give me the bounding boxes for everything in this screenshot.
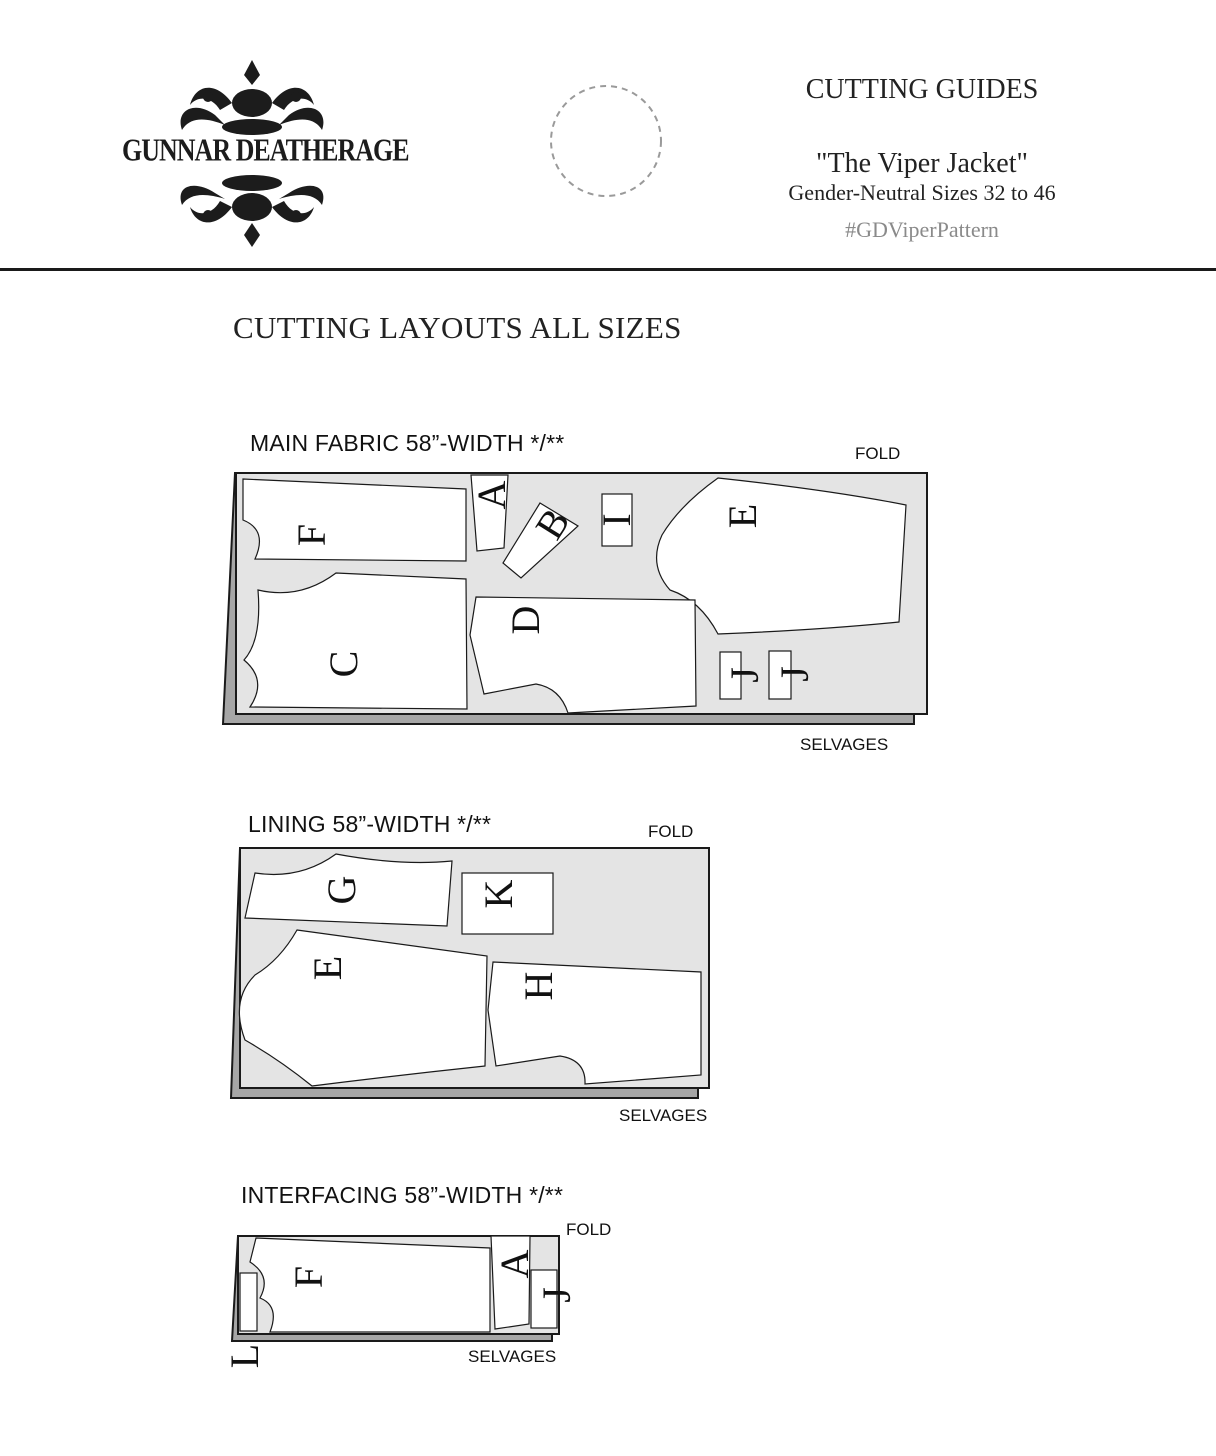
main-piece-I: I <box>594 513 639 527</box>
main-piece-J2: J <box>772 666 817 682</box>
main-piece-D: D <box>503 605 548 635</box>
hashtag: #GDViperPattern <box>845 217 999 242</box>
main-piece-B: B <box>526 500 579 547</box>
main-piece-A: A <box>469 480 514 510</box>
main-piece-F: F <box>289 523 334 547</box>
lining-piece-E: E <box>305 955 350 981</box>
interfacing-selvage-label: SELVAGES <box>468 1347 557 1366</box>
main-fabric-selvage-label: SELVAGES <box>800 735 889 754</box>
lining-piece-K: K <box>476 879 521 909</box>
interfacing-piece-L-shape <box>240 1273 257 1331</box>
interfacing-title: INTERFACING 58”-WIDTH */** <box>241 1182 564 1208</box>
lining-piece-G: G <box>319 875 364 905</box>
pattern-name: "The Viper Jacket" <box>816 148 1028 179</box>
lining-piece-H: H <box>516 971 561 1001</box>
main-fabric-fold-label: FOLD <box>855 444 901 463</box>
lining-selvage-label: SELVAGES <box>619 1106 708 1125</box>
interfacing-piece-J: J <box>534 1287 579 1303</box>
size-range: Gender-Neutral Sizes 32 to 46 <box>788 180 1056 205</box>
interfacing-piece-L: L <box>222 1343 267 1369</box>
lining-fold-label: FOLD <box>648 822 694 841</box>
interfacing-piece-F: F <box>286 1265 331 1289</box>
lining-title: LINING 58”-WIDTH */** <box>248 811 492 837</box>
main-piece-E: E <box>720 503 765 529</box>
interfacing-fold-label: FOLD <box>566 1220 612 1239</box>
main-piece-C: C <box>321 650 366 678</box>
interfacing-piece-A: A <box>492 1249 537 1279</box>
main-piece-J1: J <box>722 667 767 683</box>
page-title: CUTTING LAYOUTS ALL SIZES <box>233 310 682 345</box>
doc-type: CUTTING GUIDES <box>805 74 1039 105</box>
brand-wordmark: GUNNAR DEATHERAGE <box>122 133 409 168</box>
main-fabric-title: MAIN FABRIC 58”-WIDTH */** <box>250 430 565 456</box>
